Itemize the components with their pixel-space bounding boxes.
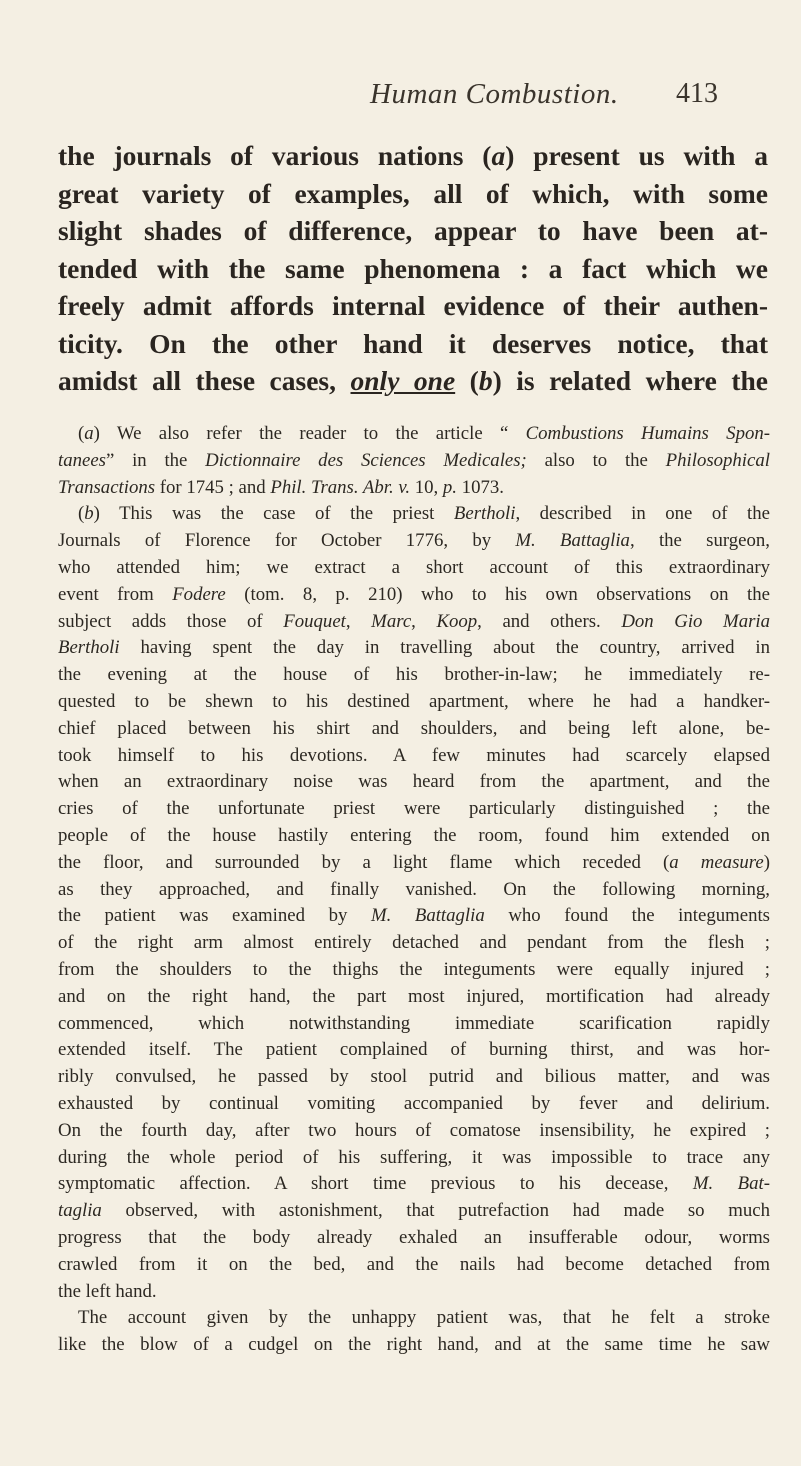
text-line: ticity. On the other hand it deserves notice, that xyxy=(58,327,768,359)
text-line: freely admit affords internal evidence of their authen- xyxy=(58,290,768,321)
footnote-line: took himself to his devotions. A few minutes had scarcely elapsed xyxy=(58,744,770,766)
footnote-line: who attended him; we extract a short account of this extraordinary xyxy=(58,556,770,578)
footnote-line: Bertholi having spent the day in travelling about the country, arrived in xyxy=(58,637,770,659)
main-text xyxy=(58,137,768,400)
footnote-line: ribly convulsed, he passed by stool putrid and bilious matter, and was xyxy=(58,1066,770,1088)
footnote-line: Transactions for 1745 ; and Phil. Trans. Abr. v. 10, p. 1073. xyxy=(58,476,504,498)
page-number: 413 xyxy=(676,78,718,109)
footnote-line: The account given by the unhappy patient was, that he felt a stroke xyxy=(78,1307,770,1329)
footnote-line: when an extraordinary noise was heard from the apartment, and the xyxy=(58,771,770,793)
footnote-line: (a) We also refer the reader to the article “ Combustions Humains Spon- xyxy=(78,423,770,444)
footnotes xyxy=(58,421,770,1359)
footnote-line: (b) This was the case of the priest Bertholi, described in one of the xyxy=(78,503,771,525)
footnote-line: crawled from it on the bed, and the nails had become detached from xyxy=(58,1253,770,1275)
footnote-line: exhausted by continual vomiting accompanied by fever and delirium. xyxy=(58,1092,770,1114)
footnote-line: subject adds those of Fouquet, Marc, Koop, and others. Don Gio Maria xyxy=(58,610,770,632)
footnote-line: event from Fodere (tom. 8, p. 210) who to his own observations on the xyxy=(58,583,770,605)
footnote-line: and on the right hand, the part most injured, mortification had already xyxy=(58,985,770,1007)
footnote-line: Journals of Florence for October 1776, by M. Battaglia, the surgeon, xyxy=(58,530,770,552)
footnote-line: quested to be shewn to his destined apartment, where he had a handker- xyxy=(58,690,770,712)
text-line: slight shades of difference, appear to have been at- xyxy=(58,215,768,246)
footnote-line: like the blow of a cudgel on the right hand, and at the same time he saw xyxy=(58,1334,770,1356)
footnote-line: symptomatic affection. A short time previous to his decease, M. Bat- xyxy=(58,1173,770,1195)
footnote-line: tanees” in the Dictionnaire des Sciences Medicales; also to the Philosophical xyxy=(58,449,770,471)
footnote-line: the evening at the house of his brother-in-law; he immediately re- xyxy=(58,664,770,686)
footnote-line: taglia observed, with astonishment, that putrefaction had made so much xyxy=(58,1200,770,1222)
footnote-line: as they approached, and finally vanished. On the following morning, xyxy=(58,878,770,900)
footnote-line: during the whole period of his suffering, it was impossible to trace any xyxy=(58,1146,770,1168)
footnote-line: of the right arm almost entirely detached and pendant from the flesh ; xyxy=(58,932,770,954)
footnote-line: extended itself. The patient complained of burning thirst, and was hor- xyxy=(58,1039,770,1061)
footnote-line: chief placed between his shirt and shoulders, and being left alone, be- xyxy=(58,717,770,739)
footnote-line: from the shoulders to the thighs the integuments were equally injured ; xyxy=(58,958,770,980)
text-line: great variety of examples, all of which, with some xyxy=(58,177,768,209)
running-head xyxy=(0,78,801,114)
footnote-line: the left hand. xyxy=(58,1280,157,1302)
text-line: tended with the same phenomena : a fact which we xyxy=(58,252,768,284)
footnote-line: the patient was examined by M. Battaglia who found the integuments xyxy=(58,905,770,927)
footnote-line: the floor, and surrounded by a light flame which receded (a measure) xyxy=(58,851,770,873)
text-line: the journals of various nations (a) present us with a xyxy=(58,140,768,171)
footnote-line: progress that the body already exhaled an insufferable odour, worms xyxy=(58,1226,770,1248)
running-title: Human Combustion. xyxy=(370,78,619,110)
footnote-line: people of the house hastily entering the room, found him extended on xyxy=(58,824,770,846)
text-line: amidst all these cases, only one (b) is related where the xyxy=(58,365,769,396)
footnote-line: On the fourth day, after two hours of comatose insensibility, he expired ; xyxy=(58,1119,770,1141)
footnote-line: cries of the unfortunate priest were particularly distinguished ; the xyxy=(58,798,770,820)
footnote-line: commenced, which notwithstanding immediate scarification rapidly xyxy=(58,1012,770,1034)
